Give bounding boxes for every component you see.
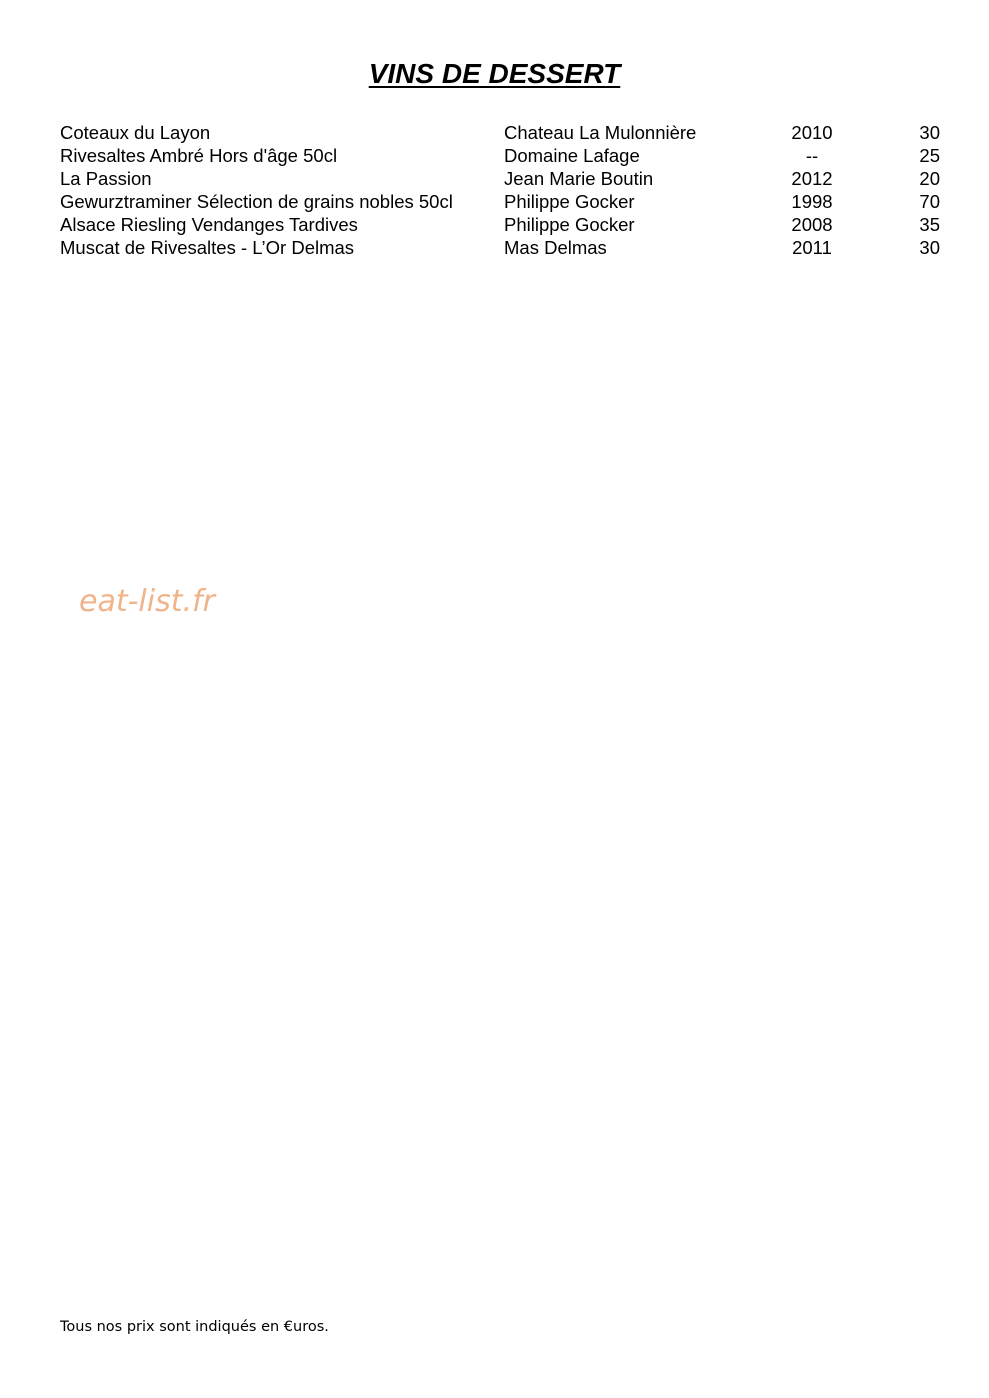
wine-name: Gewurztraminer Sélection de grains nobles 50cl xyxy=(60,191,453,212)
wine-price: 20 xyxy=(919,168,940,189)
wine-producer: Mas Delmas xyxy=(504,237,607,258)
wine-name: Coteaux du Layon xyxy=(60,122,211,143)
wine-year: 2008 xyxy=(791,214,833,235)
wine-year: 1998 xyxy=(791,191,833,212)
wine-producer: Chateau La Mulonnière xyxy=(504,122,697,143)
wine-price: 30 xyxy=(919,122,940,143)
wine-name: Rivesaltes Ambré Hors d'âge 50cl xyxy=(60,145,338,166)
wine-name: La Passion xyxy=(60,168,152,189)
wine-list xyxy=(60,121,940,259)
wine-row xyxy=(60,144,940,167)
wine-year: -- xyxy=(805,145,819,166)
wine-price: 30 xyxy=(919,237,940,258)
wine-year: 2011 xyxy=(792,237,832,258)
wine-producer: Jean Marie Boutin xyxy=(504,168,654,189)
wine-row xyxy=(60,190,940,213)
wine-producer: Philippe Gocker xyxy=(504,191,635,212)
wine-producer: Domaine Lafage xyxy=(504,145,640,166)
wine-price: 35 xyxy=(919,214,940,235)
watermark-text: eat-list.fr xyxy=(79,584,215,619)
wine-price: 70 xyxy=(919,191,940,212)
wine-name: Muscat de Rivesaltes - L’Or Delmas xyxy=(60,237,355,258)
wine-name: Alsace Riesling Vendanges Tardives xyxy=(60,214,358,235)
wine-year: 2012 xyxy=(791,168,833,189)
wine-row xyxy=(60,236,940,259)
wine-row xyxy=(60,167,940,190)
wine-row xyxy=(60,213,940,236)
wine-year: 2010 xyxy=(791,122,833,143)
wine-price: 25 xyxy=(919,145,940,166)
wine-row xyxy=(60,121,940,144)
footer-note: Tous nos prix sont indiqués en €uros. xyxy=(60,1319,329,1335)
page-title: VINS DE DESSERT xyxy=(368,58,621,89)
wine-producer: Philippe Gocker xyxy=(504,214,635,235)
